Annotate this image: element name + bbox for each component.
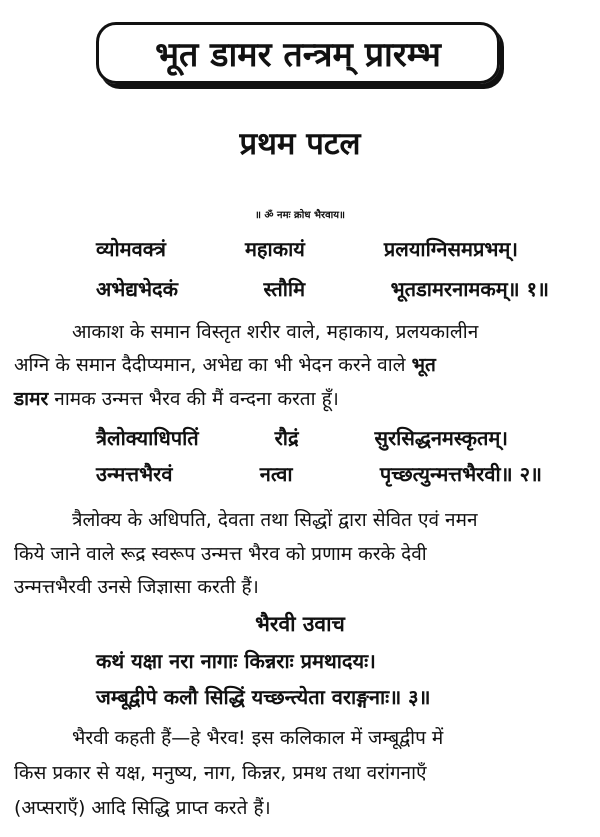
verse-word: व्योमवक्त्रं xyxy=(96,237,166,261)
chapter-heading: प्रथम पटल xyxy=(239,126,361,162)
translation-text: नामक उन्मत्त भैरव की मैं वन्दना करता हूँ। xyxy=(54,388,339,410)
verse-word: पृच्छत्युन्मत्तभैरवी॥ २॥ xyxy=(379,462,542,486)
translation-1-line-2 xyxy=(14,352,436,378)
title-box xyxy=(96,22,500,84)
verse-2-line-2 xyxy=(96,461,542,487)
translation-2-line-2: किये जाने वाले रूद्र स्वरूप उन्मत्त भैरव को प्रणाम करके देवी xyxy=(14,543,427,565)
verse-2-line-1 xyxy=(96,425,508,451)
verse-word: रौद्रं xyxy=(274,426,299,450)
verse-word: नत्वा xyxy=(259,462,293,486)
verse-word: प्रलयाग्निसमप्रभम्। xyxy=(383,237,518,261)
verse-word: स्तौमि xyxy=(263,277,306,301)
verse-word: सुरसिद्धनमस्कृतम्। xyxy=(374,426,508,450)
translation-1-line-1: आकाश के समान विस्तृत शरीर वाले, महाकाय, प्रलयकालीन xyxy=(72,321,479,343)
translation-bold-term: भूत xyxy=(411,354,436,376)
verse-word: महाकायं xyxy=(244,237,305,261)
translation-2-line-3: उन्मत्तभैरवी उनसे जिज्ञासा करती हैं। xyxy=(14,576,259,598)
translation-2-line-1: त्रैलोक्य के अधिपति, देवता तथा सिद्धों द्वारा सेवित एवं नमन xyxy=(72,509,478,531)
verse-3-line-1: कथं यक्षा नरा नागाः किन्नराः प्रमथादयः। xyxy=(96,649,376,673)
verse-word: त्रैलोक्याधिपतिं xyxy=(96,426,199,450)
verse-3-line-2: जम्बूद्वीपे कलौ सिद्धिं यच्छन्त्येता वराङ्गनाः॥ ३॥ xyxy=(96,685,431,709)
invocation: ॥ ॐ नमः क्रोध भैरवाय॥ xyxy=(254,210,346,221)
translation-3-line-1: भैरवी कहती हैं—हे भैरव! इस कलिकाल में जम्बूद्वीप में xyxy=(72,727,444,749)
verse-word: अभेद्यभेदकं xyxy=(96,277,178,301)
verse-1-line-1 xyxy=(96,236,518,262)
page-title: भूत डामर तन्त्रम् प्रारम्भ xyxy=(155,35,441,75)
verse-word: उन्मत्तभैरवं xyxy=(96,462,173,486)
translation-3-line-2: किस प्रकार से यक्ष, मनुष्य, नाग, किन्नर, प्रमथ तथा वरांगनाएँ xyxy=(14,762,427,784)
translation-bold-term: डामर xyxy=(14,388,49,410)
translation-1-line-3 xyxy=(14,386,339,412)
verse-word: भूतडामरनामकम्॥ १॥ xyxy=(390,277,549,301)
speaker-heading: भैरवी उवाच xyxy=(255,612,345,636)
translation-text: अग्नि के समान दैदीप्यमान, अभेद्य का भी भेदन करने वाले xyxy=(14,354,406,376)
translation-3-line-3: (अप्सराएँ) आदि सिद्धि प्राप्त करते हैं। xyxy=(14,797,271,819)
verse-1-line-2 xyxy=(96,276,549,302)
